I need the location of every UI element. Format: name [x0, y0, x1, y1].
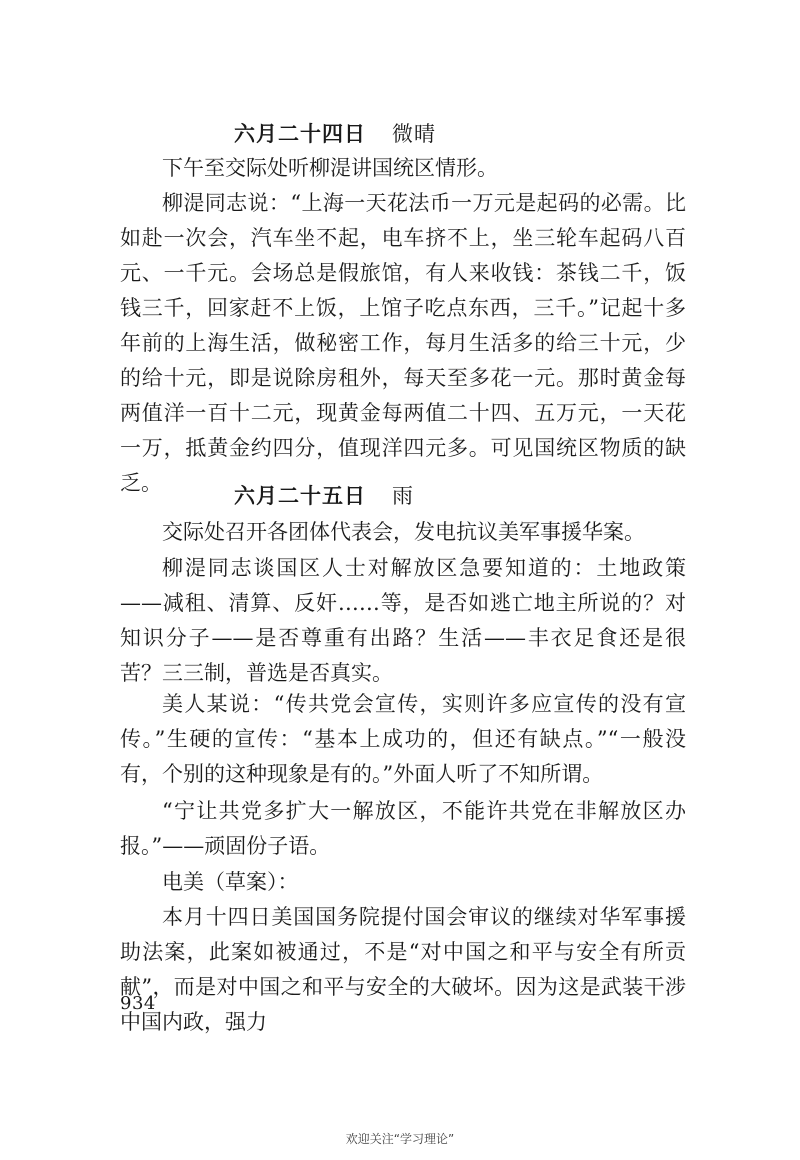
paragraph: 柳湜同志说：“上海一天花法币一万元是起码的必需。比如赴一次会，汽车坐不起，电车挤不上，坐三轮车起码八百元、一千元。会场总是假旅馆，有人来收钱：茶钱二千，饭钱三千，回家赶不上饭，上馆子吃点东西，三千。”记起十多年前的上海生活，做秘密工作，每月生活多的给三十元，少的给十元，即是说除房租外，每天至多花一元。那时黄金每两值洋一百十二元，现黄金每两值二十四、五万元，一天花一万，抵黄金约四分，值现洋四元多。可见国统区物质的缺乏。: [120, 191, 686, 495]
entry-weather: 雨: [392, 484, 414, 508]
paragraph: 交际处召开各团体代表会，发电抗议美军事援华案。: [162, 520, 645, 544]
entry-weather: 微晴: [392, 122, 436, 146]
paragraph: 下午至交际处听柳湜讲国统区情形。: [162, 156, 498, 180]
entry-heading-june-24: [234, 118, 436, 148]
entry-date: 六月二十五日: [234, 483, 366, 508]
entry-heading-june-25: [234, 480, 414, 510]
paragraph: 本月十四日美国国务院提付国会审议的继续对华军事援助法案，此案如被通过，不是“对中国之和平与安全有所贡献”，而是对中国之和平与安全的大破坏。因为这是武装干涉中国内政，强力: [120, 905, 686, 1034]
paragraph: 美人某说：“传共党会宣传，实则许多应宣传的没有宣传。”生硬的宣传：“基本上成功的，但还有缺点。”“一般没有，个别的这种现象是有的。”外面人听了不知所谓。: [120, 692, 686, 786]
page-number: 934: [120, 993, 156, 1014]
footer-note: 欢迎关注“学习理论”: [345, 1132, 455, 1146]
paragraph: “宁让共党多扩大一解放区，不能许共党在非解放区办报。”——顽固份子语。: [120, 799, 686, 858]
entry-date: 六月二十四日: [234, 121, 366, 146]
paragraph: 柳湜同志谈国区人士对解放区急要知道的：土地政策——减租、清算、反奸……等，是否如逃亡地主所说的？对知识分子——是否尊重有出路？生活——丰衣足食还是很苦？三三制，普选是否真实。: [120, 556, 686, 685]
paragraph: 电美（草案）：: [162, 870, 299, 894]
